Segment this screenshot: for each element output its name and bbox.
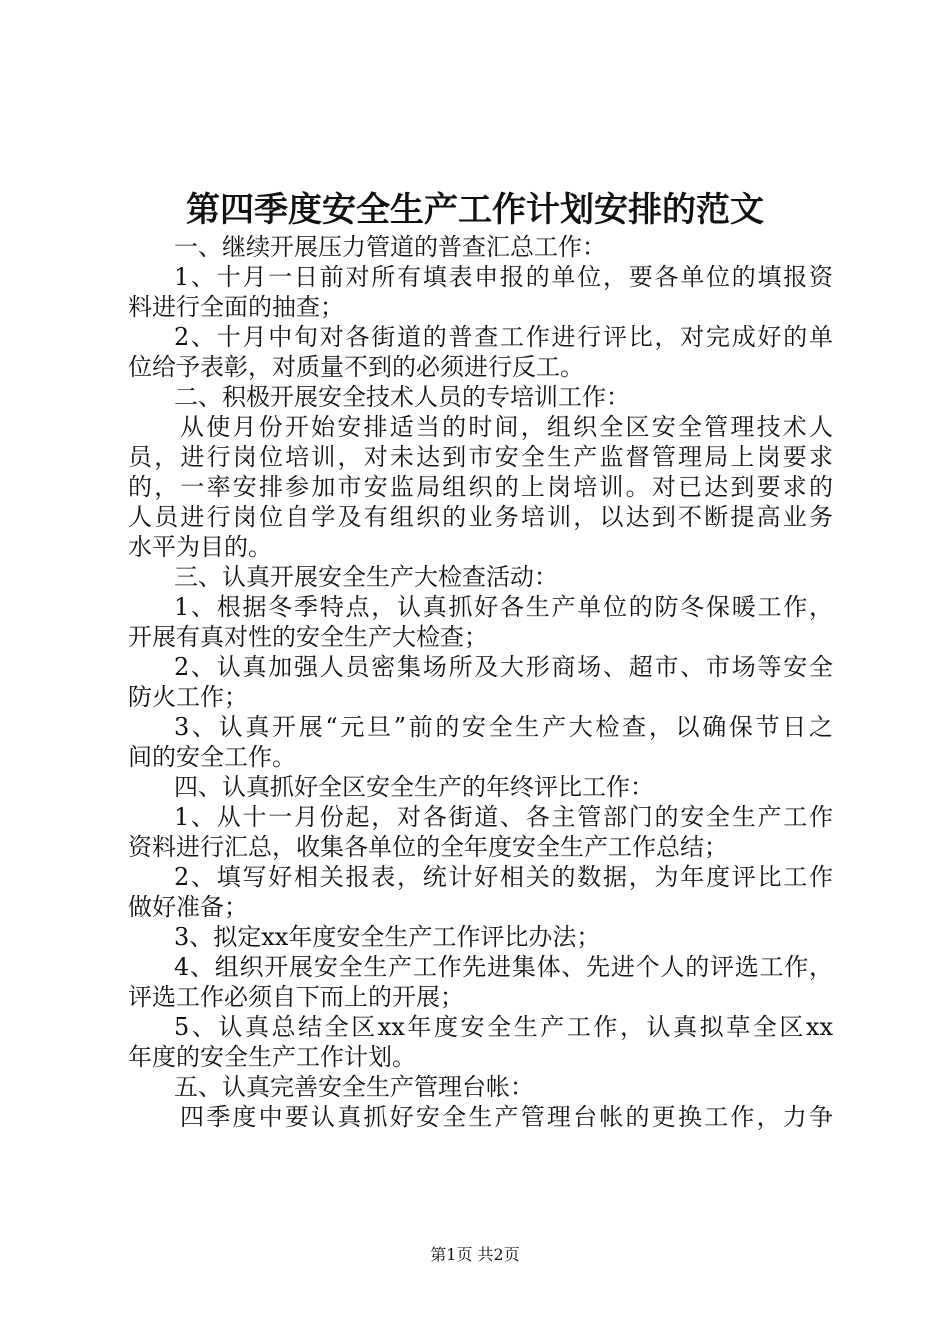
paragraph-line: 从使月份开始安排适当的时间，组织全区安全管理技术人 xyxy=(180,413,833,441)
paragraph-line: 防火工作； xyxy=(128,683,248,711)
document-body xyxy=(128,232,833,1132)
section-heading-3: 三、认真开展安全生产大检查活动： xyxy=(174,563,558,591)
section-heading-4: 四、认真抓好全区安全生产的年终评比工作： xyxy=(174,773,654,801)
paragraph-line: 1、根据冬季特点，认真抓好各生产单位的防冬保暖工作， xyxy=(174,593,833,621)
paragraph-line: 年度的安全生产工作计划。 xyxy=(128,1043,416,1071)
paragraph-line: 1、从十一月份起，对各街道、各主管部门的安全生产工作 xyxy=(174,803,833,831)
paragraph-line: 2、填写好相关报表，统计好相关的数据，为年度评比工作 xyxy=(174,863,833,891)
page-footer: 第1页 共2页 xyxy=(430,1245,520,1264)
paragraph-line: 开展有真对性的安全生产大检查； xyxy=(128,623,488,651)
paragraph-line: 3、拟定xx年度安全生产工作评比办法； xyxy=(174,923,601,951)
paragraph-line: 人员进行岗位自学及有组织的业务培训，以达到不断提高业务 xyxy=(128,503,833,531)
paragraph-line: 水平为目的。 xyxy=(128,533,272,561)
paragraph-line: 做好准备； xyxy=(128,893,248,921)
paragraph-line: 位给予表彰，对质量不到的必须进行反工。 xyxy=(128,353,584,381)
paragraph-line: 评选工作必须自下而上的开展； xyxy=(128,983,464,1011)
document-title: 第四季度安全生产工作计划安排的范文 xyxy=(186,190,764,230)
paragraph-line: 5、认真总结全区xx年度安全生产工作，认真拟草全区xx xyxy=(174,1013,833,1041)
section-heading-2: 二、积极开展安全技术人员的专培训工作： xyxy=(174,383,630,411)
paragraph-line: 2、十月中旬对各街道的普查工作进行评比，对完成好的单 xyxy=(174,323,833,351)
paragraph-line: 资料进行汇总，收集各单位的全年度安全生产工作总结； xyxy=(128,833,728,861)
paragraph-line: 员，进行岗位培训，对未达到市安全生产监督管理局上岗要求 xyxy=(128,443,833,471)
paragraph-line: 间的安全工作。 xyxy=(128,743,296,771)
section-heading-5: 五、认真完善安全生产管理台帐： xyxy=(174,1073,534,1101)
paragraph-line: 3、认真开展“元旦”前的安全生产大检查，以确保节日之 xyxy=(174,713,833,741)
paragraph-line: 四季度中要认真抓好安全生产管理台帐的更换工作，力争 xyxy=(180,1103,833,1131)
paragraph-line: 的，一率安排参加市安监局组织的上岗培训。对已达到要求的 xyxy=(128,473,833,501)
paragraph-line: 2、认真加强人员密集场所及大形商场、超市、市场等安全 xyxy=(174,653,833,681)
paragraph-line: 1、十月一日前对所有填表申报的单位，要各单位的填报资 xyxy=(174,263,833,291)
paragraph-line: 4、组织开展安全生产工作先进集体、先进个人的评选工作， xyxy=(174,953,833,981)
paragraph-line: 料进行全面的抽查； xyxy=(128,293,344,321)
section-heading-1: 一、继续开展压力管道的普查汇总工作： xyxy=(174,233,606,261)
